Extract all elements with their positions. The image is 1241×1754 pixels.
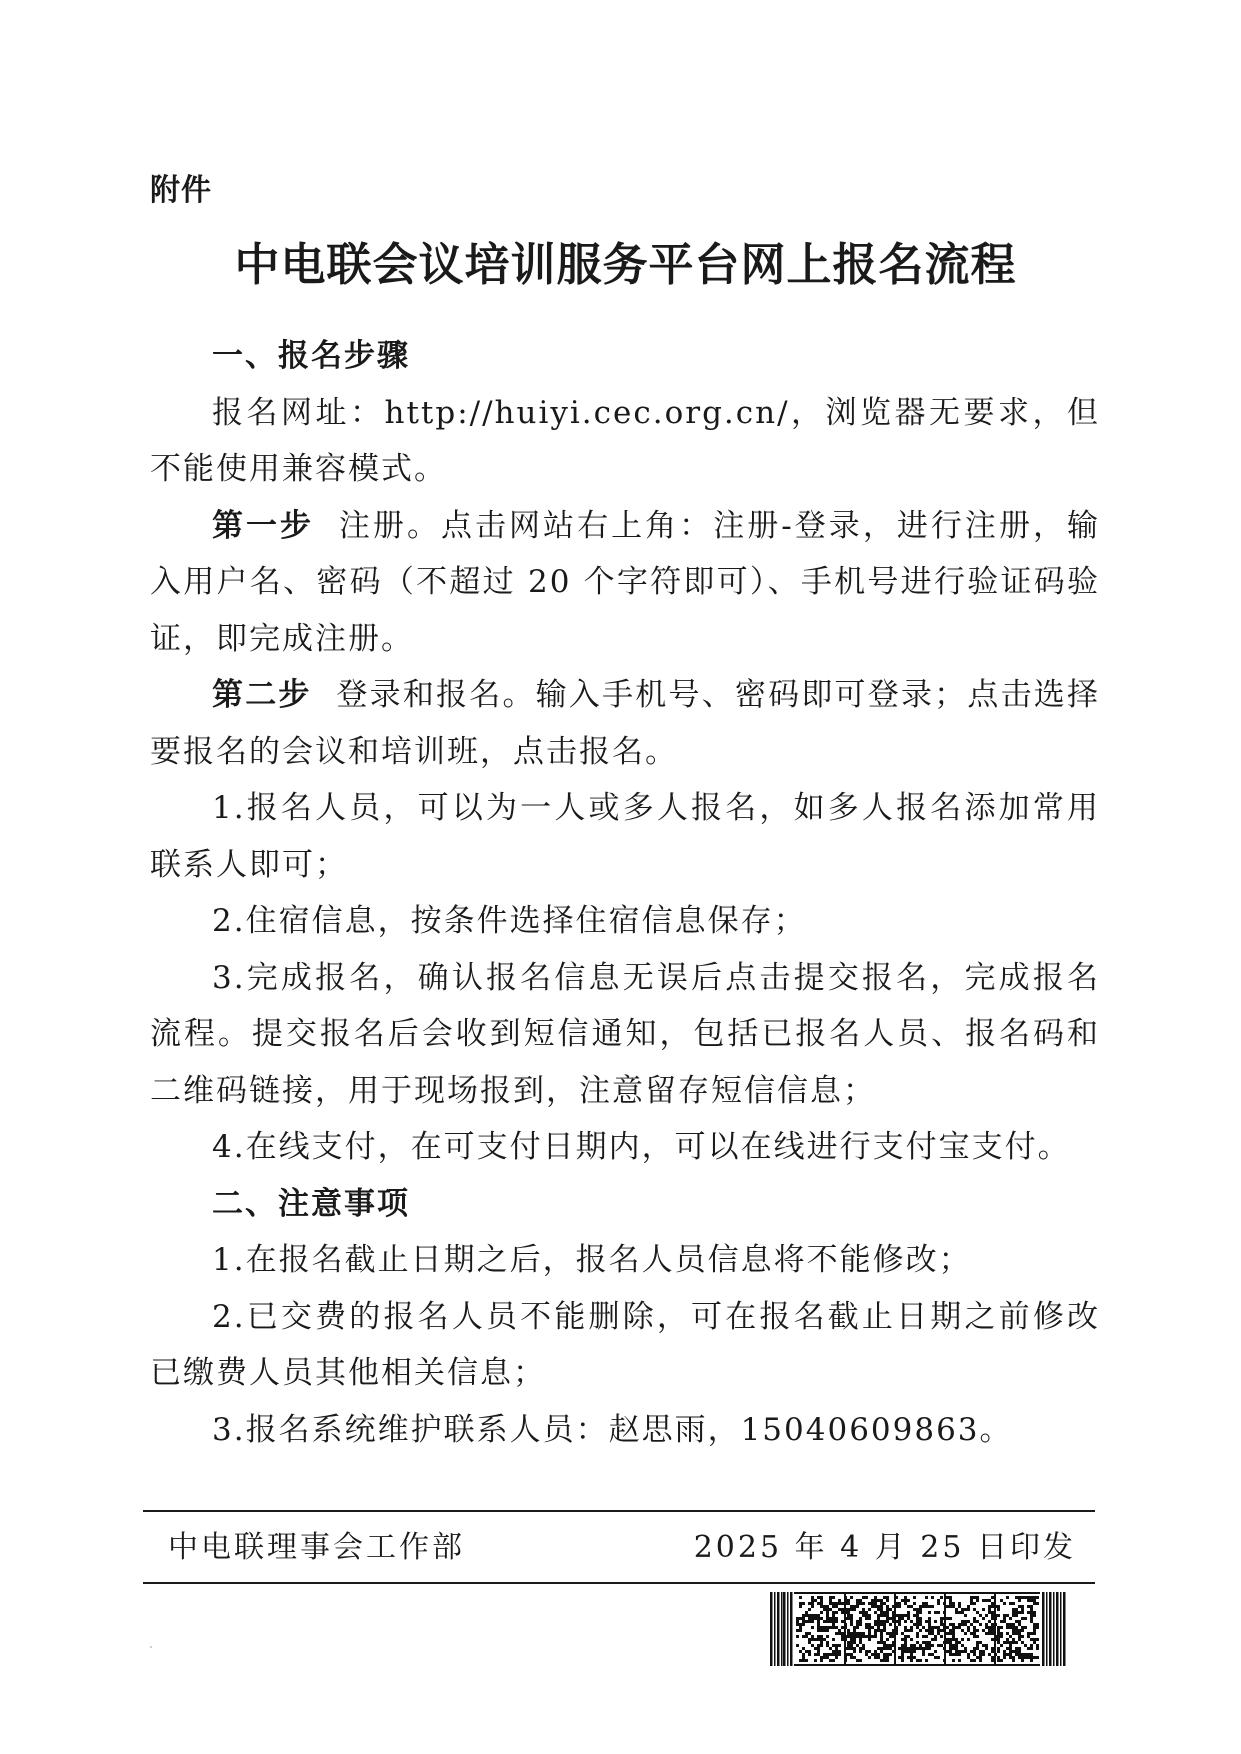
step-item-registrants: 1.报名人员，可以为一人或多人报名，如多人报名添加常用联系人即可； (150, 790, 1100, 883)
section-heading-steps: 一、报名步骤 (212, 338, 410, 374)
footer-issue-date: 2025 年 4 月 25 日印发 (693, 1530, 1076, 1565)
step-one-paragraph (150, 498, 1100, 668)
step-item-accommodation: 2.住宿信息，按条件选择住宿信息保存； (212, 903, 807, 939)
attachment-label: 附件 (150, 173, 212, 208)
section-heading-notes: 二、注意事项 (212, 1185, 410, 1222)
footer-top-rule (143, 1510, 1095, 1512)
footer-bottom-rule (143, 1582, 1095, 1584)
step-two-paragraph (150, 667, 1100, 780)
registration-url-paragraph: 报名网址：http://huiyi.cec.org.cn/，浏览器无要求，但不能使用兼容模式。 (150, 394, 1100, 487)
step-one-label: 第一步 (212, 507, 315, 544)
step-two-text: 登录和报名。输入手机号、密码即可登录；点击选择要报名的会议和培训班，点击报名。 (150, 677, 1100, 770)
step-item-online-payment: 4.在线支付，在可支付日期内，可以在线进行支付宝支付。 (212, 1129, 1071, 1165)
document-body (150, 328, 1100, 1458)
document-title: 中电联会议培训服务平台网上报名流程 (234, 238, 1017, 291)
step-one-text: 注册。点击网站右上角：注册-登录，进行注册，输入用户名、密码（不超过 20 个字符即可）、手机号进行验证码验证，即完成注册。 (150, 507, 1100, 657)
step-two-label: 第二步 (212, 677, 312, 713)
note-item-deadline: 1.在报名截止日期之后，报名人员信息将不能修改； (212, 1242, 972, 1278)
scan-speck (150, 1646, 152, 1648)
footer-issuer: 中电联理事会工作部 (168, 1530, 465, 1565)
document-barcode-icon (770, 1592, 1066, 1666)
step-item-complete-registration: 3.完成报名，确认报名信息无误后点击提交报名，完成报名流程。提交报名后会收到短信通知，包括已报名人员、报名码和二维码链接，用于现场报到，注意留存短信信息； (150, 959, 1100, 1109)
note-item-paid-registrants: 2.已交费的报名人员不能删除，可在报名截止日期之前修改已缴费人员其他相关信息； (150, 1298, 1100, 1391)
note-item-contact: 3.报名系统维护联系人员：赵思雨，15040609863。 (212, 1411, 1013, 1448)
